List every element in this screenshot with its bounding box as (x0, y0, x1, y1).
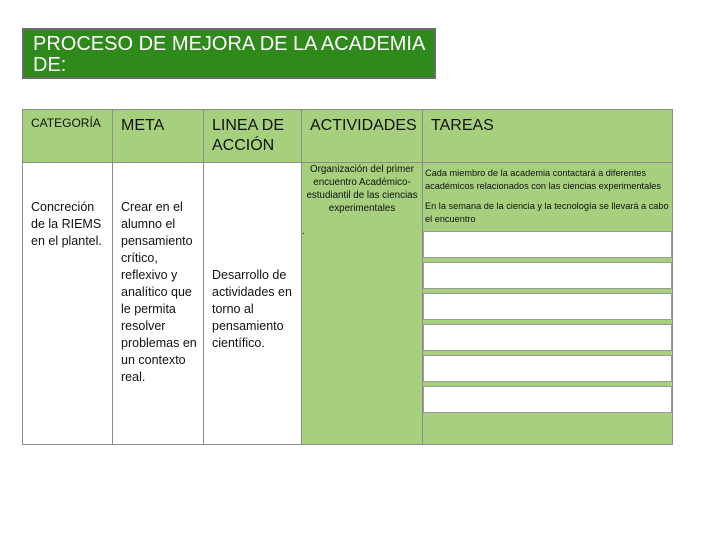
actividad-extra: . (302, 226, 305, 237)
empty-task-slot (423, 293, 672, 320)
task-item: En la semana de la ciencia y la tecnología se llevará a cabo el encuentro (425, 201, 669, 224)
header-tareas: TAREAS (423, 110, 673, 163)
header-categoria: CATEGORÍA (23, 110, 113, 163)
cell-meta (113, 163, 204, 445)
empty-task-slot (423, 355, 672, 382)
empty-task-slot (423, 324, 672, 351)
cell-categoria (23, 163, 113, 445)
categoria-text: Concreción de la RIEMS en el plantel. (31, 200, 102, 248)
header-actividades: ACTIVIDADES (302, 110, 423, 163)
table-row (23, 163, 673, 445)
empty-task-slot (423, 386, 672, 413)
task-item: Cada miembro de la academia contactará a diferentes académicos relacionados con las ciencias experimentales (425, 168, 661, 191)
header-row (23, 110, 673, 163)
cell-linea-accion (204, 163, 302, 445)
empty-task-slot (423, 262, 672, 289)
meta-text: Crear en el alumno el pensamiento crítico, reflexivo y analítico que le permita resolver problemas en un contexto real. (121, 200, 197, 384)
actividad-text: Organización del primer encuentro Académico-estudiantil de las ciencias experimentales (306, 164, 418, 214)
improvement-table (22, 109, 673, 445)
cell-tareas (423, 163, 673, 445)
empty-task-slot (423, 231, 672, 258)
header-linea-accion: LINEA DE ACCIÓN (204, 110, 302, 163)
header-meta: META (113, 110, 204, 163)
page-title: PROCESO DE MEJORA DE LA ACADEMIA DE: (22, 28, 436, 79)
linea-accion-text: Desarrollo de actividades en torno al pensamiento científico. (212, 268, 292, 350)
cell-actividades (302, 163, 423, 445)
